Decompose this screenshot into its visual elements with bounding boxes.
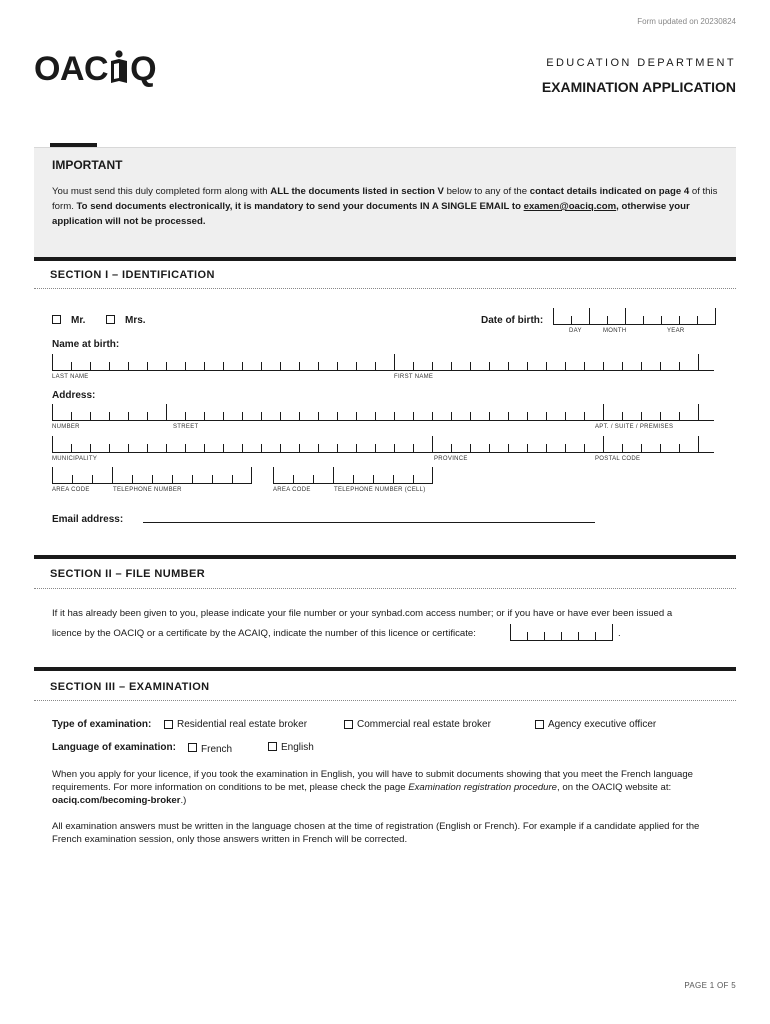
section-1-divider — [34, 288, 736, 289]
agency-label: Agency executive officer — [548, 719, 657, 730]
french-label: French — [201, 744, 233, 755]
telephone-input[interactable] — [52, 468, 252, 484]
last-name-caption: LAST NAME — [52, 374, 89, 380]
important-text: You must send this duly completed form along with ALL the documents listed in section V below to any of the contact details indicated on page 4 of this form. To send documents electronically, it is mandatory to send your documents IN A SINGLE EMAIL to examen@oaciq.com, otherwise your application will not be processed. — [52, 186, 718, 227]
mr-checkbox[interactable] — [52, 315, 61, 324]
logo-mark — [108, 50, 130, 89]
language-requirements-text: When you apply for your licence, if you took the examination in English, you will have to submit documents showing that you meet the French language requirements. For more information on conditions to be met, please check the page Examination registration procedure, on the OACIQ website at: oaciq.com/becoming-broker.) — [52, 769, 694, 806]
agency-checkbox[interactable] — [535, 720, 544, 729]
section-2-bar — [34, 555, 736, 559]
address-street-input[interactable] — [52, 405, 714, 421]
name-at-birth-input[interactable] — [52, 355, 714, 371]
logo-text-right: Q — [130, 50, 157, 88]
mrs-checkbox[interactable] — [106, 315, 115, 324]
section-1-title: SECTION I – IDENTIFICATION — [50, 269, 215, 281]
english-checkbox[interactable] — [268, 742, 277, 751]
residential-checkbox[interactable] — [164, 720, 173, 729]
french-checkbox[interactable] — [188, 743, 197, 752]
first-name-caption: FIRST NAME — [394, 374, 434, 380]
section-3-divider — [34, 700, 736, 701]
dob-day-caption: DAY — [569, 328, 582, 334]
postal-code-caption: POSTAL CODE — [595, 456, 641, 462]
licence-number-input[interactable] — [510, 625, 613, 641]
residential-label: Residential real estate broker — [177, 719, 308, 730]
exam-type-label: Type of examination: — [52, 719, 152, 730]
important-title: IMPORTANT — [52, 158, 123, 172]
page-title: EXAMINATION APPLICATION — [541, 79, 736, 95]
email-input[interactable] — [143, 522, 595, 523]
form-updated-date: Form updated on 20230824 — [637, 17, 736, 26]
english-label: English — [281, 742, 314, 753]
apt-caption: APT. / SUITE / PREMISES — [595, 424, 674, 430]
municipality-caption: MUNICIPALITY — [52, 456, 98, 462]
name-at-birth-label: Name at birth: — [52, 339, 120, 350]
cell-telephone-caption: TELEPHONE NUMBER (CELL) — [334, 487, 426, 493]
dob-month-caption: MONTH — [603, 328, 627, 334]
period: . — [618, 628, 621, 639]
section-3-title: SECTION III – EXAMINATION — [50, 681, 210, 693]
logo-person-icon — [108, 50, 130, 84]
telephone-caption: TELEPHONE NUMBER — [113, 487, 182, 493]
cell-area-code-caption: AREA CODE — [273, 487, 311, 493]
department-label: EDUCATION DEPARTMENT — [546, 57, 736, 69]
number-caption: NUMBER — [52, 424, 80, 430]
section-2-divider — [34, 588, 736, 589]
exam-language-label: Language of examination: — [52, 742, 176, 753]
email-link[interactable]: examen@oaciq.com — [523, 201, 617, 212]
street-caption: STREET — [173, 424, 199, 430]
page-number: PAGE 1 OF 5 — [684, 981, 736, 990]
exam-answers-text: All examination answers must be written in the language chosen at the time of registration (English or French). For example if a candidate applied for the French examination session, only those answers written in French will be corrected. — [52, 821, 700, 845]
mrs-label: Mrs. — [125, 315, 146, 326]
mr-label: Mr. — [71, 315, 86, 326]
dob-label: Date of birth: — [481, 315, 544, 326]
area-code-caption: AREA CODE — [52, 487, 90, 493]
logo-text-left: OAC — [34, 50, 109, 88]
address-municipality-input[interactable] — [52, 437, 714, 453]
oaciq-logo — [34, 50, 156, 89]
cell-phone-input[interactable] — [273, 468, 433, 484]
email-label: Email address: — [52, 514, 124, 525]
commercial-label: Commercial real estate broker — [357, 719, 491, 730]
section-1-bar — [34, 257, 736, 261]
commercial-checkbox[interactable] — [344, 720, 353, 729]
province-caption: PROVINCE — [434, 456, 468, 462]
dob-input[interactable] — [553, 309, 716, 325]
file-number-instructions-line1: If it has already been given to you, please indicate your file number or your synbad.com access number; or if you have or have ever been issued a — [52, 608, 673, 619]
address-label: Address: — [52, 390, 96, 401]
dob-year-caption: YEAR — [667, 328, 685, 334]
section-2-title: SECTION II – FILE NUMBER — [50, 568, 206, 580]
section-3-bar — [34, 667, 736, 671]
file-number-instructions-line2: licence by the OACIQ or a certificate by the ACAIQ, indicate the number of this licence or certificate: — [52, 628, 476, 639]
becoming-broker-link[interactable]: oaciq.com/becoming-broker — [52, 795, 181, 806]
